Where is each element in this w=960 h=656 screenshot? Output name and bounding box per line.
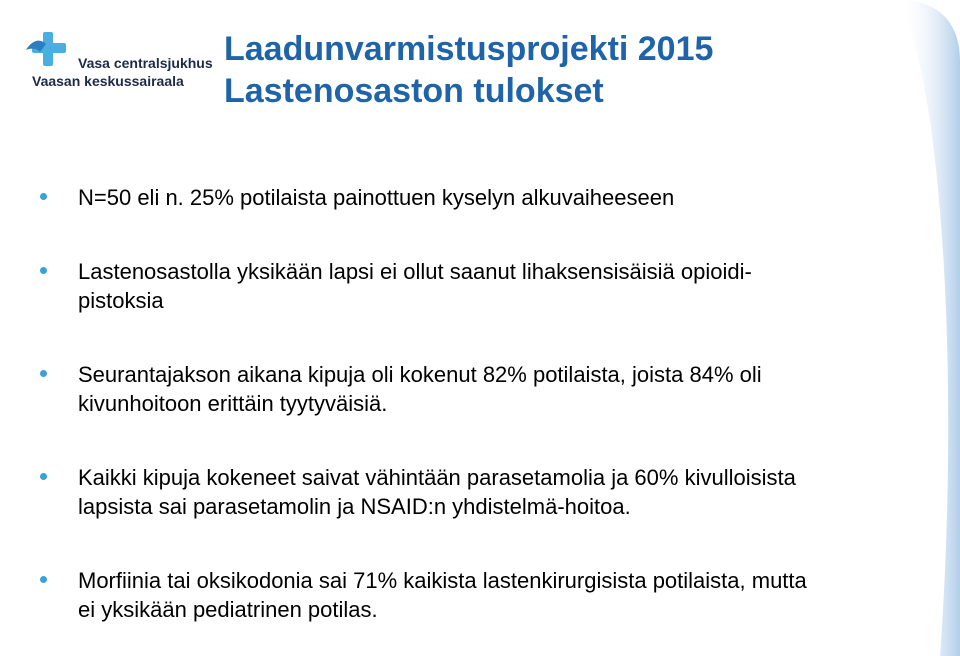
bullet-text-line-1: Morfiinia tai oksikodonia sai 71% kaikista lastenkirurgisista potilaista, mutta [78,568,807,593]
bullet-text-line-2: pistoksia [78,288,164,313]
bullet-text-line-1: Kaikki kipuja kokeneet saivat vähintään parasetamolia ja 60% kivulloisista [78,465,796,490]
hospital-cross-bird-icon [26,30,72,72]
bullet-item [38,183,918,212]
bullet-item [38,360,918,418]
bullet-dot-icon [40,370,47,377]
title-line-1: Laadunvarmistusprojekti 2015 [224,30,714,68]
bullet-list [38,183,918,624]
bullet-item [38,566,918,624]
logo-text-swedish: Vasa centralsjukhus [78,55,213,71]
bullet-dot-icon [40,193,47,200]
bullet-text: N=50 eli n. 25% potilaista painottuen kyselyn alkuvaiheeseen [78,185,675,210]
bullet-text-line-2: kivunhoitoon erittäin tyytyväisiä. [78,391,388,416]
bullet-dot-icon [40,576,47,583]
slide-title [224,28,713,112]
bullet-item [38,257,918,315]
bullet-text-line-1: Lastenosastolla yksikään lapsi ei ollut saanut lihaksensisäisiä opioidi- [78,259,752,284]
bullet-text-line-2: ei yksikään pediatrinen potilas. [78,597,378,622]
title-line-2: Lastenosaston tulokset [224,72,604,110]
bullet-item [38,463,918,521]
bullet-dot-icon [40,473,47,480]
bullet-text-line-1: Seurantajakson aikana kipuja oli kokenut 82% potilaista, joista 84% oli [78,362,762,387]
logo [26,30,216,94]
bullet-text-line-2: lapsista sai parasetamolin ja NSAID:n yhdistelmä-hoitoa. [78,494,631,519]
logo-text-finnish: Vaasan keskussairaala [32,73,184,89]
bullet-dot-icon [40,267,47,274]
